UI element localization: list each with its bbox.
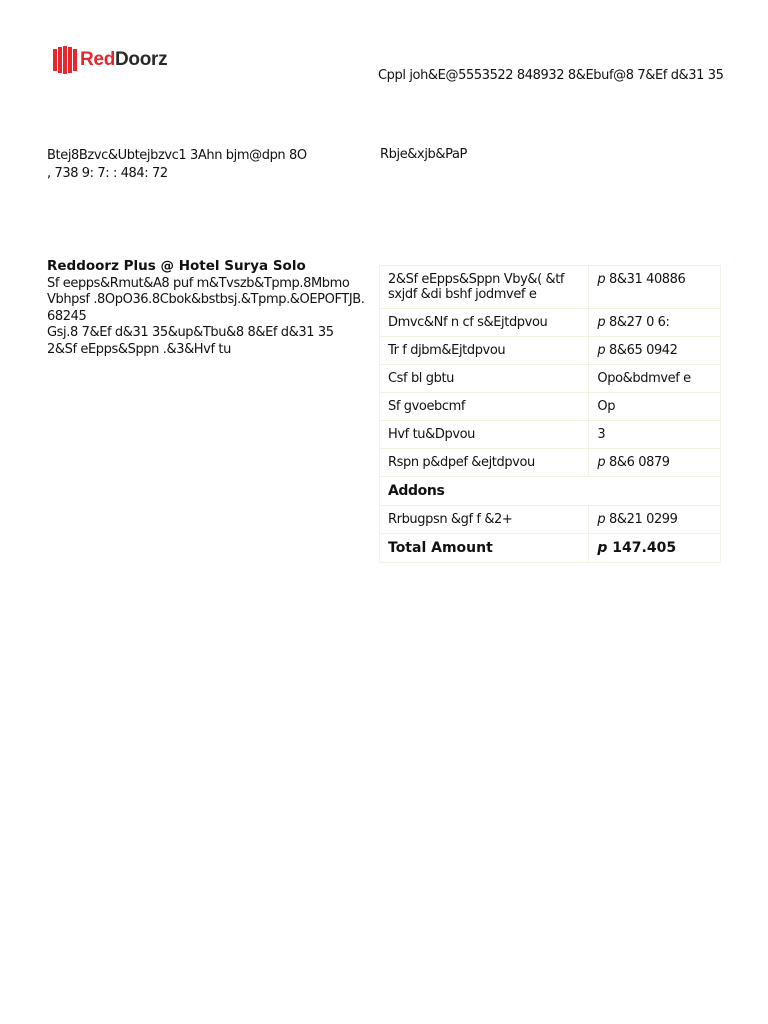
row-value: p 8&21 0299 (589, 506, 721, 534)
price-summary-table (379, 265, 721, 563)
hotel-info (47, 258, 367, 358)
table-row (380, 421, 721, 449)
currency-symbol: p (597, 540, 608, 556)
table-row (380, 449, 721, 477)
row-value: p 8&31 40886 (589, 266, 721, 309)
addons-header-row (380, 477, 721, 506)
currency-symbol: p (597, 455, 606, 470)
row-label: Sf gvoebcmf (380, 393, 589, 421)
row-label: Tr f djbm&Ejtdpvou (380, 337, 589, 365)
row-label: Hvf tu&Dpvou (380, 421, 589, 449)
hotel-name: Reddoorz Plus @ Hotel Surya Solo (47, 258, 306, 274)
table-row (380, 393, 721, 421)
total-row (380, 534, 721, 563)
currency-symbol: p (597, 272, 606, 287)
total-label: Total Amount (380, 534, 589, 563)
addons-header: Addons (380, 477, 721, 506)
table-row (380, 309, 721, 337)
total-value: p 147.405 (589, 534, 721, 563)
row-value: p 8&65 0942 (589, 337, 721, 365)
row-value: Op (589, 393, 721, 421)
row-label: Rrbugpsn &gf f &2+ (380, 506, 589, 534)
row-value: Opo&bdmvef e (589, 365, 721, 393)
date-label: Rbje&xjb&PaP (380, 147, 467, 162)
currency-symbol: p (597, 343, 606, 358)
table-row (380, 266, 721, 309)
door-logo-icon (53, 46, 77, 74)
row-label: Dmvc&Nf n cf s&Ejtdpvou (380, 309, 589, 337)
row-label: 2&Sf eEpps&Sppn Vby&( &tf sxjdf &di bshf jodmvef e (380, 266, 589, 309)
row-value: p 8&27 0 6: (589, 309, 721, 337)
brand-name-part1: Red (80, 49, 115, 70)
row-label: Csf bl gbtu (380, 365, 589, 393)
table-row (380, 365, 721, 393)
table-row (380, 337, 721, 365)
booking-id-line: Cppl joh&E@5553522 848932 8&Ebuf@8 7&Ef d&31 35 (378, 68, 724, 83)
brand-name (80, 49, 167, 71)
row-label: Rspn p&dpef &ejtdpvou (380, 449, 589, 477)
row-value: 3 (589, 421, 721, 449)
guest-name-email: Btej8Bzvc&Ubtejbzvc1 3Ahn bjm@dpn 8O (47, 148, 307, 163)
brand-name-part2: Doorz (115, 49, 168, 70)
reddoorz-logo (53, 44, 167, 76)
room-guests: 2&Sf eEpps&Sppn .&3&Hvf tu (47, 341, 231, 357)
guest-phone: , 738 9: 7: : 484: 72 (47, 166, 168, 181)
guest-info (47, 147, 307, 183)
stay-dates: Gsj.8 7&Ef d&31 35&up&Tbu&8 8&Ef d&31 35 (47, 325, 334, 340)
hotel-postal-code: 68245 (47, 308, 87, 324)
table-row (380, 506, 721, 534)
currency-symbol: p (597, 512, 606, 527)
row-value: p 8&6 0879 (589, 449, 721, 477)
hotel-address-line: Sf eepps&Rmut&A8 puf m&Tvszb&Tpmp.8Mbmo (47, 275, 350, 291)
hotel-address-line: Vbhpsf .8OpO36.8Cbok&bstbsj.&Tpmp.&OEPOFTJB. (47, 292, 365, 307)
currency-symbol: p (597, 315, 606, 330)
